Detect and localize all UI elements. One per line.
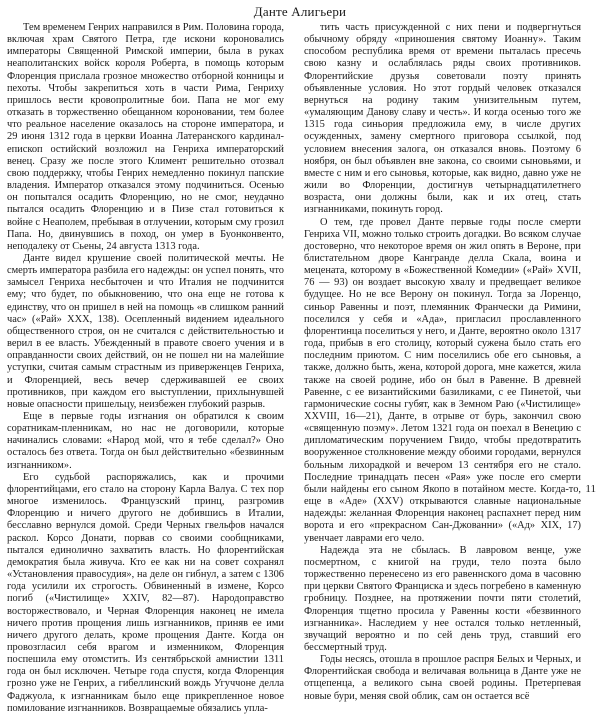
paragraph: Его судьбой распоряжались, как и прочими флорентийцами, его стало на сторону Карла Валуа. С тех пор многое изменилось. Французский принц, разгромив Флоренцию и ничего другого не добившись в Италии, бесславно вернулся домой. Среди Черных гвельфов начался раскол. Корсо Донати, порвав со своими сообщниками, пытался единолично захватить власть. Но флорентийская демократия была живуча. Кто ее как ни на совет сохранял «Установления правосудия», на деле он гибнул, а затем с 1306 года усилили их строгость. Обвиненный в измене, Корсо погиб («Чистилище» XXIV, 82—87). Народоправство восторжествовало, и Черная Флоренция наконец не имела ничего против прощения лишь изгнанников, приняв ее ими ничего другого делать, кроме прощения Данте. Когда он провозгласил себя врагом и изменником, Флоренция поспешила ему отомстить. Из сентябрьской амнистии 1311 года он был исключен. Четыре года спустя, когда Флоренция грозно уже не Генрих, а гибеллинский вождь Угуччоне делла Фаджуола, к изгнанникам было еще прикрепленное новое помилование изгнанников. Возвращаемые обязались упла- xyxy=(7,471,284,714)
page-number: 11 xyxy=(585,483,596,495)
paragraph: О тем, где провел Данте первые годы после смерти Генриха VII, можно только строить догадки. Во всяком случае достоверно, что некоторое время он жил опять в Вероне, при блистательном дворе Кангранде делла Скала, воина и мецената, которому в «Божественной Комедии» («Рай» XVII, 76 — 93) он воздает высокую хвалу и предвещает великое будущее. Но не все Верону он покинул. Тогда за Лоренцо, синьор Равенны и поэт, племянник Франчески да Римини, поселился у себя и «Ада», пригласил прославленного флорентинца поселиться у него, и Данте, вероятно около 1317 года, прибыв в его столицу, который сужена было стать его последним приютом. С ним поселились обе его сыновья, а также, должно быть, жена, которой дорога, мне кажется, жила также на своей родине, ибо он был в Равенне. В древней Равенне, с ее византийскими базиликами, с ее Пинетой, чьи гармонические сосны губят, как в Земном Раю («Чистилище» XXVIII, 16—21), Данте, в отрыве от бурь, закончил свою «священную поэму». Летом 1321 года он поехал в Венецию с дипломатическим поручением Гвидо, чтобы предотвратить вооруженное столкновение между обоими городами, вернулся больным лихорадкой и вечером 13 сентября его не стало. Последние тринадцать песен «Рая» уже после его смерти были найдены его сыном Якопо в потайном месте. Когда-то, еще в «Аде» (XXV) открываются славные национальные надежды: желанная Флоренция наконец распахнет перед ним ворота и его «прекрасном Сан-Джованни» («Ад» XIX, 17) увенчает лаврами его чело. xyxy=(304,216,581,544)
paragraph: тить часть присужденной с них пени и подвергнуться обычному обряду «приношения святому Иоанну». Таким способом республика время от времени пыталась пресечь свою казну и ослаблялась ряды своих противников. Флорентийские друзья советовали поэту принять объявленные условия. Но этот гордый человек отказался вернуться на родину таким унизительным путем, «умаляющим Данову славу и честь». И когда осенью того же 1315 года синьория предложила ему, в числе других осужденных, замену смертного приговора ссылкой, под условием внесения залога, он отказался вновь. Поэтому 6 ноября, он был объявлен вне закона, со своими сыновьями, и вместе с ним и его сыновья, которые, как видно, давно уже не жили во Флоренции, достигнув четырнадцатилетнего возраста, они должны были, как и их отец, стать изгнанниками, покинуть город. xyxy=(304,22,581,216)
paragraph: Годы несясь, отошла в прошлое распря Белых и Черных, и Флорентийская свобода и величавая вольница в Данте уже не отщепенца, а великого сына своей родины. Претерпевая новые бури, меняя свой облик, сам он остается всё xyxy=(304,654,581,702)
left-column xyxy=(7,22,284,714)
paragraph: Данте видел крушение своей политической мечты. Не смерть императора разбила его надежды: он успел понять, что замысел Генриха несбыточен и что Италия не подчинится ему; что будет, по обыкновению, что она еще не готова к единству, что он пришел в ней на помощь «в слишком ранний час» («Рай» XXX, 138). Осепленный видением идеального общественного строя, он не считался с действительностью и верил в ее власть. Убежденный в правоте своего учения и в оправданности своих действий, он не пошел ни на малейшие уступки, считая самым страстным из приверженцев Генриха, и Флоренцией, весь вечер сдерживавшей ее своих противников, при каждом его выступлении, прихлынувшей новые опасности пришельцу, неизбежен глубокий разрыв. xyxy=(7,252,284,410)
paragraph: Тем временем Генрих направился в Рим. Половина города, включая храм Святого Петра, где искони короновались императоры Священной Римской империи, была в руках неаполитанских войск короля Роберта, в помощь которым Флоренция прислала грозное множество отборной конницы и пехоты. Чтобы закрепиться хоть в части Рима, Генриху пришлось вести кровопролитные бои. Папа не мог ему отказать в торжественно обещанном короновании, тем более что реальное население оказалось на стороне императора, и 29 июня 1312 года в церкви Иоанна Латеранского кардинал-епископ остийский возложил на Генриха императорский венец. Сразу же после этого Климент решительно отозвал свою поддержку, чтобы Генрих немедленно покинул папские владения. Император отказался этому подчиниться. Осенью он попытался осадить Флоренцию, но не смог, неудачно пытался осадить Флоренцию и в Пизе стал готовиться к войне с Неаполем, пребывая в отлучении, которым сму грозил Папа. Но, двинувшись в поход, он умер в Буонконвенто, неподалеку от Сьены, 24 августа 1313 года. xyxy=(7,22,284,252)
running-head: Данте Алигьери xyxy=(253,4,347,19)
right-column xyxy=(304,22,581,702)
paragraph: Надежда эта не сбылась. В лавровом венце, уже посмертном, с книгой на груди, тело поэта было торжественно перенесено из его равеннского дома в часовню при церкви Святого Франциска и здесь погребено в каменную гробницу. Позднее, на протяжении почти пяти столетий, Флоренция тщетно просила у Равенны кости «безвинного изгнанника». Наследием у нее остался только нетленный, звучащий вероятно и по сей день труд, ставший его бессмертный труд. xyxy=(304,544,581,653)
paragraph: Еще в первые годы изгнания он обратился к своим соратникам-пленникам, но нас не договорили, которые начинались словами: «Народ мой, что я тебе сделал?» Оно осталось без ответа. Тогда он был действительно «безвинным изгнанником». xyxy=(7,411,284,471)
